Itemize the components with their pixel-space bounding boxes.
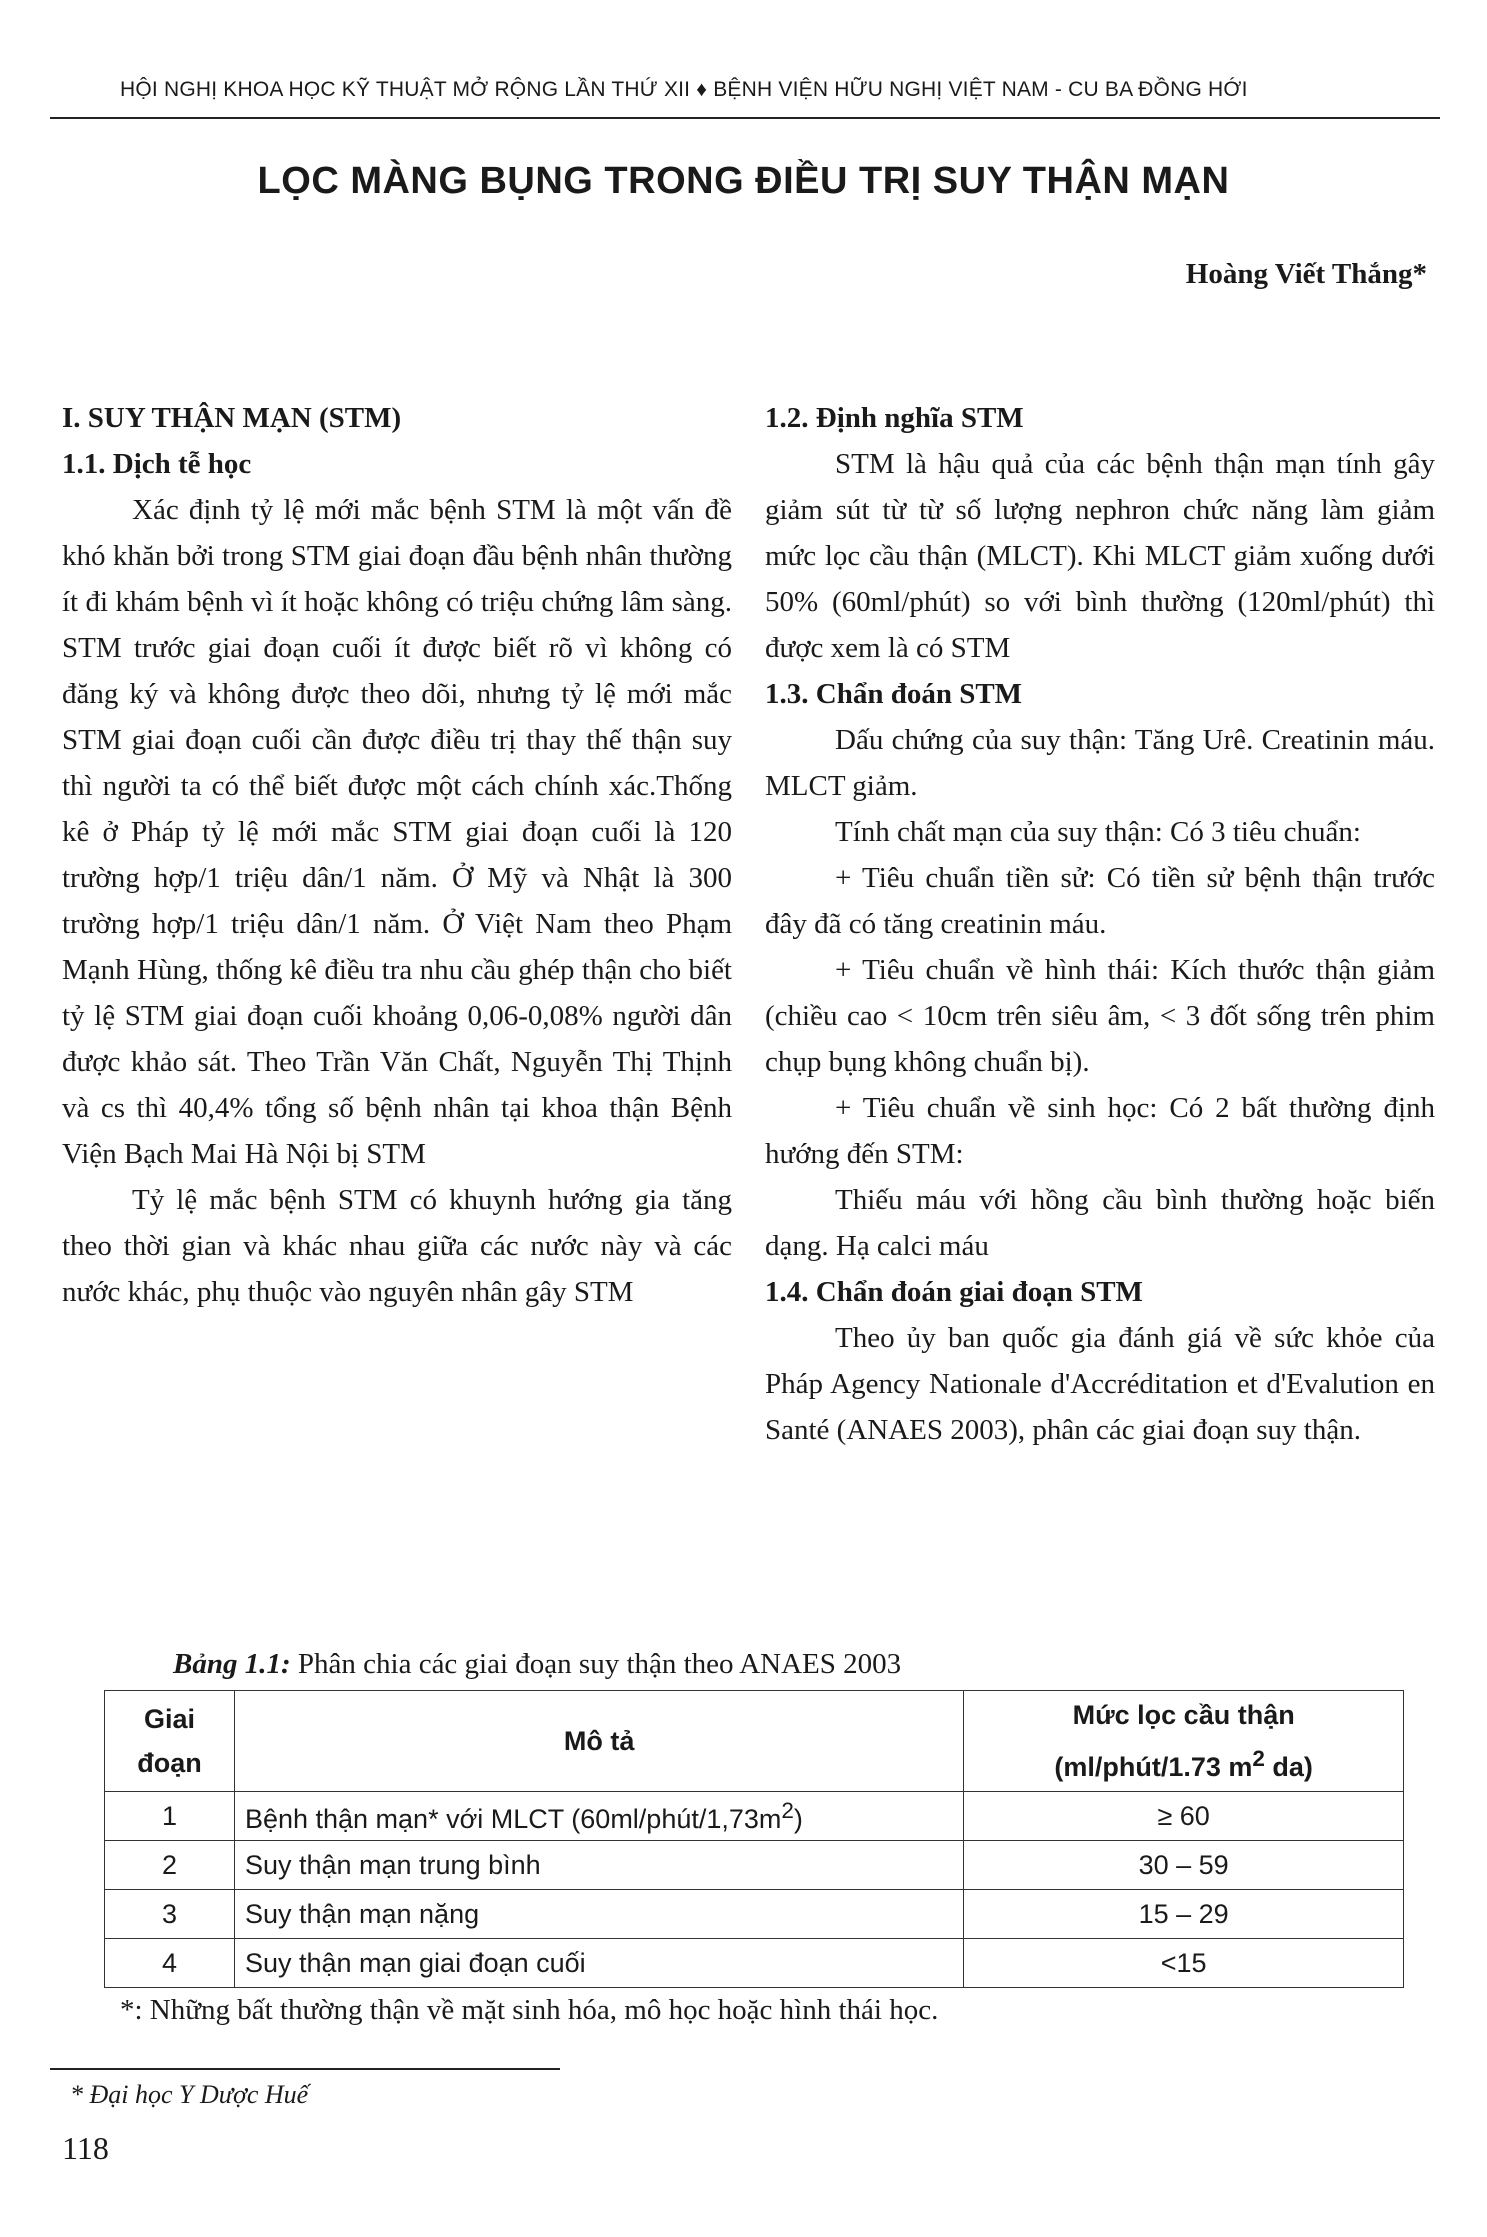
section-heading-1: I. SUY THẬN MẠN (STM) bbox=[62, 402, 402, 434]
cell-stage: 3 bbox=[105, 1890, 235, 1939]
cell-stage: 2 bbox=[105, 1841, 235, 1890]
page-number: 118 bbox=[62, 2130, 109, 2166]
table-header-row bbox=[105, 1691, 1404, 1792]
table-note: *: Những bất thường thận về mặt sinh hóa, mô học hoặc hình thái học. bbox=[120, 1994, 939, 2026]
table-row bbox=[105, 1841, 1404, 1890]
table-caption-text: Phân chia các giai đoạn suy thận theo ANAES 2003 bbox=[290, 1648, 902, 1680]
cell-gfr: 15 – 29 bbox=[964, 1890, 1404, 1939]
cell-description: Suy thận mạn trung bình bbox=[234, 1841, 963, 1890]
cell-description: Suy thận mạn giai đoạn cuối bbox=[234, 1939, 963, 1988]
header-gfr: Mức lọc cầu thận (ml/phút/1.73 $m^2$ da) bbox=[964, 1691, 1404, 1792]
cell-gfr: 30 – 59 bbox=[964, 1841, 1404, 1890]
stages-table bbox=[104, 1690, 1404, 1988]
cell-description: Suy thận mạn nặng bbox=[234, 1890, 963, 1939]
paragraph: Tỷ lệ mắc bệnh STM có khuynh hướng gia tăng theo thời gian và khác nhau giữa các nước này và các nước khác, phụ thuộc vào nguyên nhân gây STM bbox=[62, 1184, 732, 1308]
paragraph: Dấu chứng của suy thận: Tăng Urê. Creatinin máu. MLCT giảm. bbox=[765, 724, 1435, 802]
paragraph: Xác định tỷ lệ mới mắc bệnh STM là một vấn đề khó khăn bởi trong STM giai đoạn đầu bệnh nhân thường ít đi khám bệnh vì ít hoặc không có triệu chứng lâm sàng. STM trước giai đoạn cuối ít được biết rõ vì không có đăng ký và không được theo dõi, nhưng tỷ lệ mới mắc STM giai đoạn cuối cần được điều trị thay thế thận suy thì người ta có thể biết được một cách chính xác.Thống kê ở Pháp tỷ lệ mới mắc STM giai đoạn cuối là 120 trường hợp/1 triệu dân/1 năm. Ở Mỹ và Nhật là 300 trường hợp/1 triệu dân/1 năm. Ở Việt Nam theo Phạm Mạnh Hùng, thống kê điều tra nhu cầu ghép thận cho biết tỷ lệ STM giai đoạn cuối khoảng 0,06-0,08% người dân được khảo sát. Theo Trần Văn Chất, Nguyễn Thị Thịnh và cs thì 40,4% tổng số bệnh nhân tại khoa thận Bệnh Viện Bạch Mai Hà Nội bị STM bbox=[62, 494, 732, 1170]
section-heading-1-4: 1.4. Chẩn đoán giai đoạn STM bbox=[765, 1276, 1143, 1308]
cell-stage: 4 bbox=[105, 1939, 235, 1988]
table-caption bbox=[173, 1648, 901, 1681]
section-heading-1-2: 1.2. Định nghĩa STM bbox=[765, 402, 1024, 434]
paragraph: Thiếu máu với hồng cầu bình thường hoặc biến dạng. Hạ calci máu bbox=[765, 1184, 1435, 1262]
paragraph: + Tiêu chuẩn về sinh học: Có 2 bất thường định hướng đến STM: bbox=[765, 1092, 1435, 1170]
paragraph: + Tiêu chuẩn về hình thái: Kích thước thận giảm (chiều cao < 10cm trên siêu âm, < 3 đốt sống trên phim chụp bụng không chuẩn bị). bbox=[765, 954, 1435, 1078]
paragraph: Theo ủy ban quốc gia đánh giá về sức khỏe của Pháp Agency Nationale d'Accréditation et d'Evalution en Santé (ANAES 2003), phân các giai đoạn suy thận. bbox=[765, 1322, 1435, 1446]
header-stage: Giai đoạn bbox=[105, 1691, 235, 1792]
article-title: LỌC MÀNG BỤNG TRONG ĐIỀU TRỊ SUY THẬN MẠN bbox=[257, 160, 1230, 202]
header-description: Mô tả bbox=[234, 1691, 963, 1792]
right-column bbox=[765, 395, 1435, 1453]
cell-description: Bệnh thận mạn* với MLCT $(60ml/phút/1,73m^2)$ bbox=[234, 1792, 963, 1841]
cell-gfr: ≥ 60 bbox=[964, 1792, 1404, 1841]
running-header: HỘI NGHỊ KHOA HỌC KỸ THUẬT MỞ RỘNG LẦN THỨ XII ♦ BỆNH VIỆN HỮU NGHỊ VIỆT NAM - CU BA ĐỒNG HỚI bbox=[120, 78, 1248, 101]
paragraph: + Tiêu chuẩn tiền sử: Có tiền sử bệnh thận trước đây đã có tăng creatinin máu. bbox=[765, 862, 1435, 940]
header-rule bbox=[50, 117, 1440, 119]
cell-stage: 1 bbox=[105, 1792, 235, 1841]
author: Hoàng Viết Thắng* bbox=[1185, 258, 1427, 290]
cell-gfr: <15 bbox=[964, 1939, 1404, 1988]
table-caption-label: Bảng 1.1: bbox=[173, 1648, 291, 1680]
table-row bbox=[105, 1890, 1404, 1939]
table-row bbox=[105, 1939, 1404, 1988]
footnote-rule bbox=[50, 2068, 560, 2070]
paragraph: STM là hậu quả của các bệnh thận mạn tính gây giảm sút từ từ số lượng nephron chức năng làm giảm mức lọc cầu thận (MLCT). Khi MLCT giảm xuống dưới 50% (60ml/phút) so với bình thường (120ml/phút) thì được xem là có STM bbox=[765, 448, 1435, 664]
section-heading-1-1: 1.1. Dịch tễ học bbox=[62, 448, 252, 480]
section-heading-1-3: 1.3. Chẩn đoán STM bbox=[765, 678, 1023, 710]
left-column bbox=[62, 395, 732, 1315]
table-row bbox=[105, 1792, 1404, 1841]
paragraph: Tính chất mạn của suy thận: Có 3 tiêu chuẩn: bbox=[835, 816, 1361, 848]
footnote: * Đại học Y Dược Huế bbox=[70, 2080, 309, 2109]
